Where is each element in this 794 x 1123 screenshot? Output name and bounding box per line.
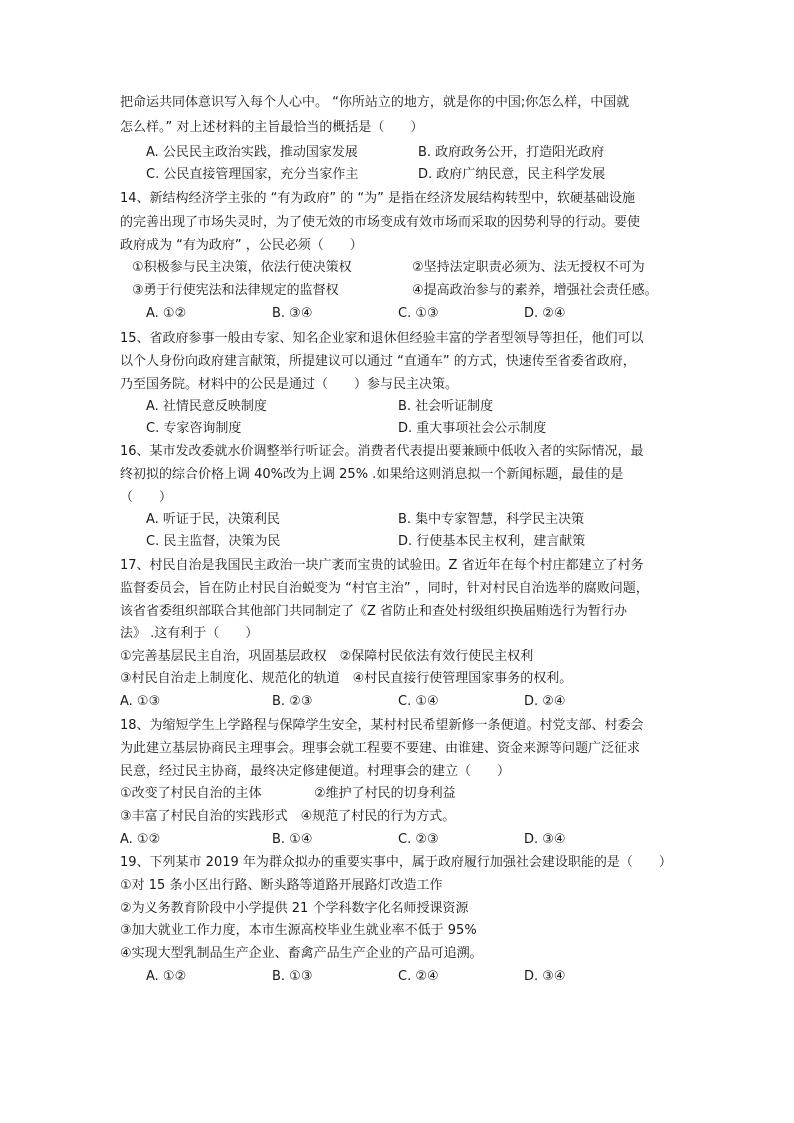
q16-option-d: D. 行使基本民主权利，建言献策 — [398, 534, 586, 549]
q17-option-a: A. ①③ — [120, 694, 161, 709]
q19-stem-line: 19、下列某市 2019 年为群众拟办的重要实事中，属于政府履行加强社会建设职能的是（ ） — [120, 855, 672, 870]
q19-statement-2: ②为义务教育阶段中小学提供 21 个学科数字化名师授课资源 — [120, 901, 469, 916]
q14-statement-4: ④提高政治参与的素养，增强社会责任感。 — [412, 283, 658, 298]
q15-option-a: A. 社情民意反映制度 — [146, 399, 267, 414]
q19-option-c: C. ②④ — [398, 969, 439, 984]
q18-stem-line: 18、为缩短学生上学路程与保障学生安全，某村村民希望新修一条便道。村党支部、村委会 — [120, 718, 644, 733]
q17-statements-1-2: ①完善基层民主自治，巩固基层政权 ②保障村民依法有效行使民主权利 — [120, 649, 534, 664]
q18-option-c: C. ②③ — [398, 832, 439, 847]
q14-statement-2: ②坚持法定职责必须为、法无授权不可为 — [412, 260, 645, 275]
q14-stem-line: 的完善出现了市场失灵时，为了使无效的市场变成有效市场而采取的因势利导的行动。要使 — [120, 215, 641, 230]
q17-stem-line: 该省省委组织部联合其他部门共同制定了《Z 省防止和查处村级组织换届贿选行为暂行办 — [120, 604, 628, 619]
q14-option-b: B. ③④ — [272, 306, 313, 321]
q17-option-b: B. ②③ — [272, 694, 313, 709]
q15-option-b: B. 社会听证制度 — [398, 399, 494, 414]
q14-stem-line: 政府成为 “有为政府” ，公民必须（ ） — [120, 238, 363, 253]
q16-option-b: B. 集中专家智慧，科学民主决策 — [398, 512, 585, 527]
q13-option-d: D. 政府广纳民意，民主科学发展 — [418, 167, 606, 182]
q17-option-c: C. ①④ — [398, 694, 439, 709]
q19-statement-1: ①对 15 条小区出行路、断头路等道路开展路灯改造工作 — [120, 878, 443, 893]
q18-statement-2: ②维护了村民的切身利益 — [314, 786, 456, 801]
q13-option-b: B. 政府政务公开，打造阳光政府 — [418, 145, 605, 160]
q18-option-a: A. ①② — [120, 832, 161, 847]
q14-option-d: D. ②④ — [524, 306, 566, 321]
q13-option-c: C. 公民直接管理国家，充分当家作主 — [146, 167, 359, 182]
q18-stem-line: 为此建立基层协商民主理事会。理事会就工程要不要建、由谁建、资金来源等问题广泛征求 — [120, 741, 641, 756]
q15-stem-line: 乃至国务院。材料中的公民是通过（ ）参与民主决策。 — [120, 377, 459, 392]
q17-stem-line: 监督委员会，旨在防止村民自治蜕变为 “村官主治” ，同时，针对村民自治选举的腐败问题， — [120, 581, 649, 596]
q18-statement-1: ①改变了村民自治的主体 — [120, 786, 262, 801]
q18-statements-3-4: ③丰富了村民自治的实践形式 ④规范了村民的行为方式。 — [120, 809, 456, 824]
q18-option-d: D. ③④ — [524, 832, 566, 847]
q15-option-d: D. 重大事项社会公示制度 — [398, 421, 547, 436]
q13-stem-line: 怎么样。” 对上述材料的主旨最恰当的概括是（ ） — [120, 120, 424, 135]
q15-stem-line: 15、省政府参事一般由专家、知名企业家和退休但经验丰富的学者型领导等担任，他们可以 — [120, 331, 644, 346]
q14-stem-line: 14、新结构经济学主张的 “有为政府” 的 “为” 是指在经济发展结构转型中，软硬基础设施 — [120, 191, 636, 206]
q14-statement-1: ①积极参与民主决策，依法行使决策权 — [132, 260, 352, 275]
q16-stem-line: （ ） — [120, 490, 173, 505]
q17-statements-3-4: ③村民自治走上制度化、规范化的轨道 ④村民直接行使管理国家事务的权利。 — [120, 671, 573, 686]
q16-stem-line: 16、某市发改委就水价调整举行听证会。消费者代表提出要兼顾中低收入者的实际情况，最 — [120, 444, 644, 459]
q19-statement-3: ③加大就业工作力度，本市生源高校毕业生就业率不低于 95% — [120, 923, 477, 938]
q17-option-d: D. ②④ — [524, 694, 566, 709]
q17-stem-line: 17、村民自治是我国民主政治一块广袤而宝贵的试验田。Z 省近年在每个村庄都建立了村务 — [120, 558, 644, 573]
q16-option-c: C. 民主监督，决策为民 — [146, 534, 281, 549]
q13-option-a: A. 公民民主政治实践，推动国家发展 — [146, 145, 358, 160]
q13-stem-line: 把命运共同体意识写入每个人心中。 “你所站立的地方，就是你的中国;你怎么样，中国就 — [120, 95, 630, 110]
q14-option-c: C. ①③ — [398, 306, 439, 321]
q19-option-d: D. ③④ — [524, 969, 566, 984]
q15-option-c: C. 专家咨询制度 — [146, 421, 242, 436]
q15-stem-line: 以个人身份向政府建言献策，所提建议可以通过 “直通车” 的方式，快速传至省委省政府， — [120, 354, 636, 369]
q18-stem-line: 民意，经过民主协商，最终决定修建便道。村理事会的建立（ ） — [120, 764, 511, 779]
q16-stem-line: 终初拟的综合价格上调 40%改为上调 25% .如果给这则消息拟一个新闻标题，最佳的是 — [120, 467, 624, 482]
q19-option-a: A. ①② — [146, 969, 187, 984]
q16-option-a: A. 听证于民，决策利民 — [146, 512, 280, 527]
q19-statement-4: ④实现大型乳制品生产企业、畜禽产品生产企业的产品可追溯。 — [120, 946, 483, 961]
q18-option-b: B. ①④ — [272, 832, 313, 847]
q19-option-b: B. ①③ — [272, 969, 313, 984]
q17-stem-line: 法》 .这有利于（ ） — [120, 626, 259, 641]
q14-option-a: A. ①② — [146, 306, 187, 321]
q14-statement-3: ③勇于行使宪法和法律规定的监督权 — [132, 283, 339, 298]
